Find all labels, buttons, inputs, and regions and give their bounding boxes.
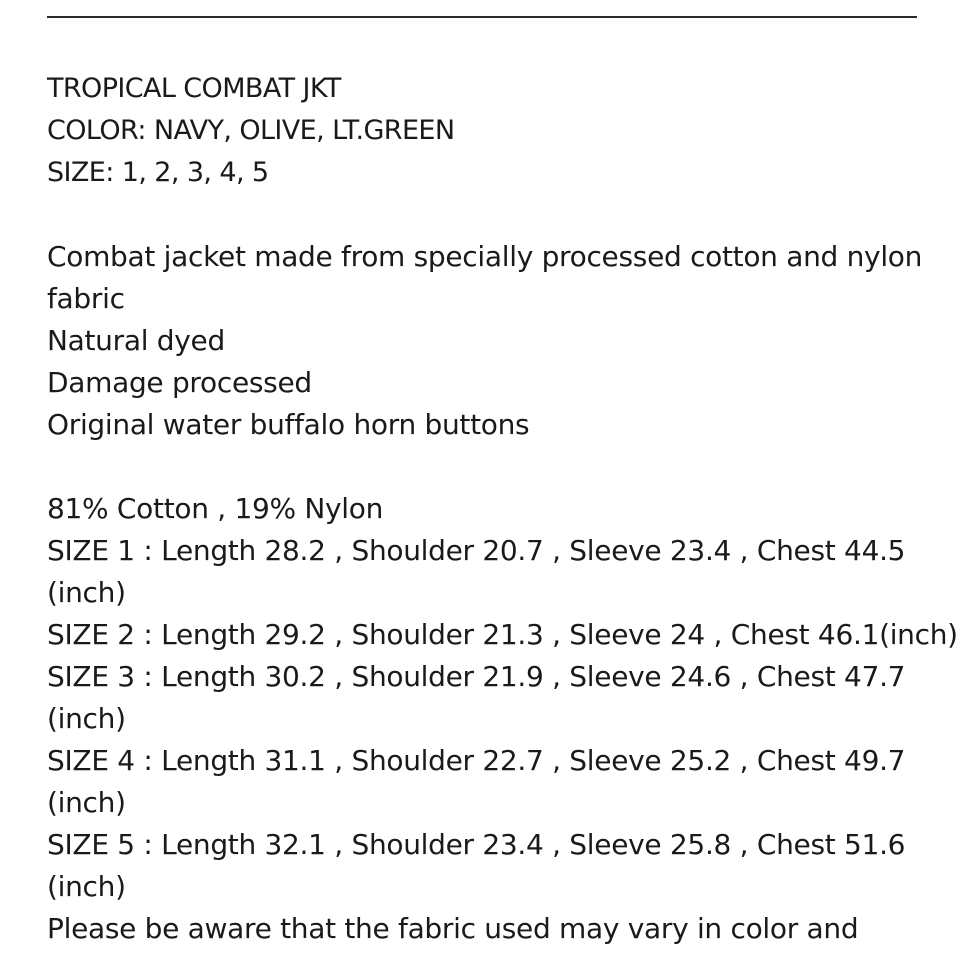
product-title: TROPICAL COMBAT JKT bbox=[47, 73, 341, 104]
material-composition: 81% Cotton , 19% Nylon bbox=[47, 492, 384, 525]
size-3-unit: (inch) bbox=[47, 702, 126, 735]
size-1-measurements: SIZE 1 : Length 28.2 , Shoulder 20.7 , Sleeve 23.4 , Chest 44.5 bbox=[47, 534, 906, 567]
product-text bbox=[47, 68, 958, 950]
description-line: fabric bbox=[47, 282, 125, 315]
spacer bbox=[47, 194, 917, 236]
description-line: Natural dyed bbox=[47, 324, 225, 357]
size-5-measurements: SIZE 5 : Length 32.1 , Shoulder 23.4 , Sleeve 25.8 , Chest 51.6 bbox=[47, 828, 906, 861]
product-header bbox=[47, 68, 917, 194]
product-colors: COLOR: NAVY, OLIVE, LT.GREEN bbox=[47, 115, 455, 146]
product-specs bbox=[47, 488, 958, 908]
description-line: Damage processed bbox=[47, 366, 312, 399]
description-line: Combat jacket made from specially processed cotton and nylon bbox=[47, 240, 923, 273]
size-2-measurements: SIZE 2 : Length 29.2 , Shoulder 21.3 , Sleeve 24 , Chest 46.1(inch) bbox=[47, 618, 958, 651]
spacer bbox=[47, 446, 917, 488]
size-5-unit: (inch) bbox=[47, 870, 126, 903]
size-4-measurements: SIZE 4 : Length 31.1 , Shoulder 22.7 , Sleeve 25.2 , Chest 49.7 bbox=[47, 744, 906, 777]
product-description bbox=[47, 236, 923, 446]
notice-line: Please be aware that the fabric used may vary in color and bbox=[47, 912, 859, 945]
size-1-unit: (inch) bbox=[47, 576, 126, 609]
size-4-unit: (inch) bbox=[47, 786, 126, 819]
description-line: Original water buffalo horn buttons bbox=[47, 408, 530, 441]
top-divider bbox=[47, 16, 917, 18]
product-sizes: SIZE: 1, 2, 3, 4, 5 bbox=[47, 157, 269, 188]
fabric-notice bbox=[47, 908, 917, 950]
size-3-measurements: SIZE 3 : Length 30.2 , Shoulder 21.9 , Sleeve 24.6 , Chest 47.7 bbox=[47, 660, 906, 693]
